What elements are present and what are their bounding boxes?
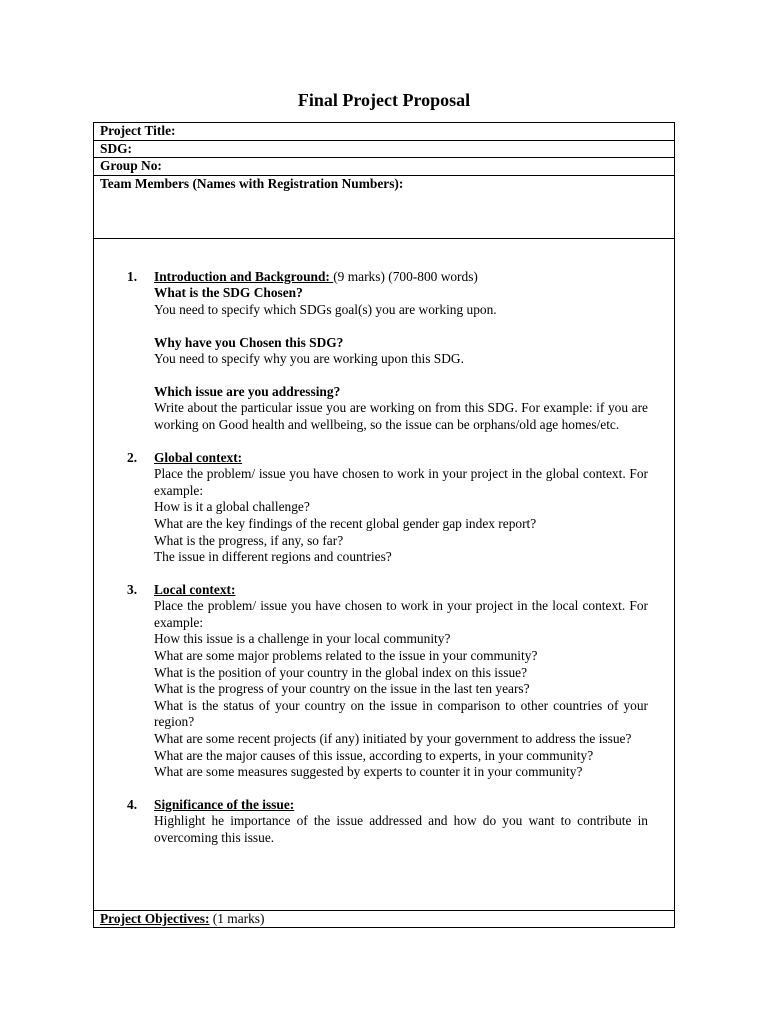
- section-local-context: [127, 582, 648, 781]
- page-title: Final Project Proposal: [297, 90, 471, 110]
- project-title-field[interactable]: [94, 123, 675, 141]
- sdg-label: SDG:: [100, 140, 132, 156]
- group-no-field[interactable]: [94, 158, 675, 176]
- sub-answer: You need to specify why you are working upon this SDG.: [154, 351, 464, 367]
- sub-answer: Write about the particular issue you are working on from this SDG. For example: if you are working on Good health and wellbeing, so the issue can be orphans/old age homes/etc.: [154, 400, 648, 432]
- list-item: What is the position of your country in the global index on this issue?: [154, 664, 528, 680]
- sub-question: Which issue are you addressing?: [154, 383, 341, 399]
- section-number: 3.: [127, 581, 138, 597]
- sub-answer: You need to specify which SDGs goal(s) you are working upon.: [154, 301, 497, 317]
- list-item: What is the progress of your country on the issue in the last ten years?: [154, 681, 530, 697]
- list-item: What are the major causes of this issue, according to experts, in your community?: [154, 747, 594, 763]
- sub-question: What is the SDG Chosen?: [154, 285, 303, 301]
- team-members-field[interactable]: [94, 175, 675, 238]
- proposal-form-table: [93, 122, 675, 928]
- section-number: 1.: [127, 268, 138, 284]
- section-heading: Significance of the issue:: [154, 796, 295, 812]
- list-item: The issue in different regions and countries?: [154, 549, 392, 565]
- section-introduction: [127, 269, 648, 434]
- project-objectives-label: Project Objectives:: [100, 910, 210, 926]
- section-heading: Global context:: [154, 449, 243, 465]
- group-no-label: Group No:: [100, 158, 162, 174]
- section-number: 2.: [127, 449, 138, 465]
- row-project-objectives: [94, 910, 675, 928]
- project-objectives-note: (1 marks): [209, 910, 265, 926]
- row-project-title: [94, 123, 675, 141]
- list-item: What are the key findings of the recent global gender gap index report?: [154, 515, 537, 531]
- section-intro: Place the problem/ issue you have chosen to work in your project in the local context. For example:: [154, 598, 648, 630]
- section-global-context: [127, 450, 648, 566]
- proposal-body-cell: [94, 238, 675, 910]
- section-significance: [127, 797, 648, 847]
- row-sdg: [94, 140, 675, 158]
- team-members-label: Team Members (Names with Registration Numbers):: [100, 175, 404, 191]
- list-item: What is the progress, if any, so far?: [154, 532, 344, 548]
- section-heading: Local context:: [154, 581, 236, 597]
- list-item: How this issue is a challenge in your local community?: [154, 631, 451, 647]
- section-intro: Place the problem/ issue you have chosen to work in your project in the global context. For example:: [154, 466, 648, 498]
- list-item: What are some major problems related to the issue in your community?: [154, 648, 538, 664]
- section-heading: Introduction and Background:: [154, 268, 334, 284]
- section-number: 4.: [127, 796, 138, 812]
- row-team-members: [94, 175, 675, 238]
- list-item: What are some recent projects (if any) initiated by your government to address the issue?: [154, 731, 632, 747]
- section-intro: Highlight he importance of the issue addressed and how do you want to contribute in overcoming this issue.: [154, 813, 648, 845]
- row-proposal-body: [94, 238, 675, 910]
- project-objectives-field[interactable]: [94, 910, 675, 928]
- section-note: (9 marks) (700-800 words): [333, 268, 478, 284]
- project-title-label: Project Title:: [100, 123, 176, 138]
- sdg-field[interactable]: [94, 140, 675, 158]
- list-item: How is it a global challenge?: [154, 499, 310, 515]
- list-item: What are some measures suggested by experts to counter it in your community?: [154, 764, 583, 780]
- list-item: What is the status of your country on the issue in comparison to other countries of your region?: [154, 697, 648, 730]
- row-group-no: [94, 158, 675, 176]
- sub-question: Why have you Chosen this SDG?: [154, 334, 344, 350]
